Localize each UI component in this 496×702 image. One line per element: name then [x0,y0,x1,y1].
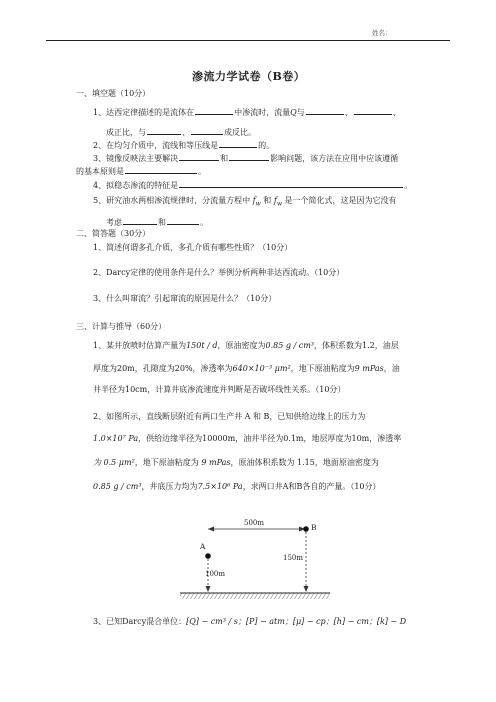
s3-p2-text: ，求两口井A和B各自的产量。（10分） [242,482,381,491]
symbol-q: Q [290,108,297,117]
s3-p1-text: 厚度为20m，孔隙度为20%，渗透率为 [93,364,233,373]
s3-p1-text: ，原油密度为 [217,341,266,350]
s1-q5-text1: 5、研究油水两相渗流规律时，分流量方程中 [93,196,251,205]
s1-q5-line1 [93,196,397,210]
s1-q1-text2: 中渗流时，流量 [234,108,291,117]
s1-q1b-text2: 、 [182,128,190,137]
s1-q1-text1: 1、达西定律描述的是流体在 [93,108,195,117]
s1-q3-text2: 和 [220,154,229,163]
s3-p2-perm: 为 0.5 μm² [93,458,135,467]
s3-p2-visc: 9 mPas [201,458,231,467]
s3-p2-line2 [93,434,401,444]
arrow-head-left [208,527,214,532]
s1-q3-text3: 影响问题，该方法在应用中应该遵循 [270,154,399,163]
s1-q3-text1: 3、镜像反映法主要解决 [93,154,179,163]
arrow-head-right [299,527,305,532]
label-150m: 150m [283,554,303,562]
s1-q1-line1 [93,106,401,118]
s2-q2: 2、Darcy定律的使用条件是什么？举例分析两种非达西流动。（10分） [93,268,345,277]
s3-p1-text: ，体积系数为1.2，油层 [314,341,399,350]
s1-q4 [93,179,412,191]
s1-q2-text2: 的。 [258,141,275,150]
s3-p1-text: ，地下原油粘度为 [290,364,355,373]
s1-q5b-text1: 考虑 [106,218,122,227]
s3-p1-text: 1、某井放喷时估算产量为 [93,341,187,350]
s3-p2-bhp: 7.5×10⁶ Pa [197,482,243,491]
s1-q5-line2 [106,216,208,228]
label-100m: 100m [205,570,225,578]
s1-q5-text2: 和 [263,196,272,205]
symbol-f2-sub: w [276,200,282,208]
s3-p3 [93,617,406,627]
blank [167,216,199,225]
page-title: 渗流力学试卷（B卷） [192,70,306,83]
blank [147,126,181,135]
s3-p2-text: ，供给边缘半径为10000m，油井半径为0.1m，地层厚度为10m，渗透率 [138,434,402,443]
s3-p2-line4 [93,482,381,492]
label-500m: 500m [244,519,264,527]
s1-q1-line2 [106,126,256,138]
s1-q4-text2: 。 [404,181,413,190]
arrow-head-150m [304,586,309,592]
arrow-head-100m [206,586,211,592]
s1-q1-text3: 与 [296,108,305,117]
s1-q3-line1 [93,152,398,164]
blank [195,106,233,115]
blank [306,106,344,115]
s3-p1-perm: 640×10⁻³ μm² [232,364,291,373]
blank [125,165,197,174]
section1-heading: 一、填空题（10分） [76,89,151,98]
s3-p2-text: ，原油体积系数为 1.15，地面原油密度为 [230,458,379,467]
fault-hatch [180,593,330,599]
blank [179,179,403,188]
s3-p1-density: 0.85 g / cm³ [265,341,315,350]
label-well-b: B [311,523,317,532]
s3-p2-pressure: 1.0×10⁷ Pa [93,434,139,443]
s1-q2 [93,139,274,151]
blank [219,139,257,148]
s3-p1-rate: 150t / d [186,341,218,350]
s1-q1b-text1: 成正比，与 [106,128,146,137]
label-well-a: A [200,542,206,551]
blank [123,216,157,225]
s1-q2-text1: 2、在均匀介质中，流线和等压线是 [93,141,219,150]
well-b [303,526,309,532]
s3-p1-line2 [93,364,400,374]
s3-p3-text: 3、已知Darcy混合单位： [93,617,187,626]
s2-q3: 3、什么叫窜流？引起窜流的原因是什么？（10分） [93,294,277,303]
well-a [205,553,211,559]
s1-q3b-text2: 。 [198,167,206,176]
section3-heading: 三、计算与推导（60分） [76,322,167,331]
blank [179,152,219,161]
s1-q4-text1: 4、拟稳态渗流的特征是 [93,181,179,190]
s3-p1-line1 [93,341,399,351]
s3-p2-density: 0.85 g / cm³ [93,482,142,491]
s3-p2-line1: 2、如图所示，直线断层附近有两口生产井 A 和 B，已知供给边缘上的压力为 [93,412,366,421]
symbol-f-sub: w [255,200,261,208]
s1-q5b-text2: 和 [158,218,166,227]
s3-p2-text: ，地下原油粘度为 [134,458,202,467]
s1-q1b-text3: 成反比。 [224,128,256,137]
blank [229,152,269,161]
section2-heading: 二、简答题（30分） [76,229,151,238]
name-label: 姓名： [372,29,392,37]
symbol-f2: f [273,196,277,205]
s3-p3-units: [Q] − cm³ / s；[P] − atm；[μ] − cp；[h] − cm；[k] − D [186,617,407,626]
s2-q1: 1、简述何谓多孔介质，多孔介质有哪些性质？（10分） [93,243,293,252]
s1-q3-line2 [76,165,206,177]
s3-p2-line3 [93,458,379,468]
s3-p1-visc: 9 mPas [354,364,384,373]
header-rule [46,40,450,41]
s3-p2-text: ，井底压力均为 [141,482,198,491]
s1-q3b-text1: 的基本原则是 [76,167,124,176]
symbol-f: f [252,196,256,205]
blank [191,126,223,135]
s1-q1-text5: 、 [392,108,401,117]
blank [354,106,392,115]
s3-p1-line3: 井半径为10cm，计算井底渗流速度并判断是否破坏线性关系。（10分） [93,385,346,394]
s1-q1-text4: 、 [344,108,353,117]
s3-p1-text: ，油 [383,364,400,373]
s1-q5b-text3: 。 [200,218,208,227]
s1-q5-text3: 是一个简化式，这是因为它没有 [284,196,397,205]
